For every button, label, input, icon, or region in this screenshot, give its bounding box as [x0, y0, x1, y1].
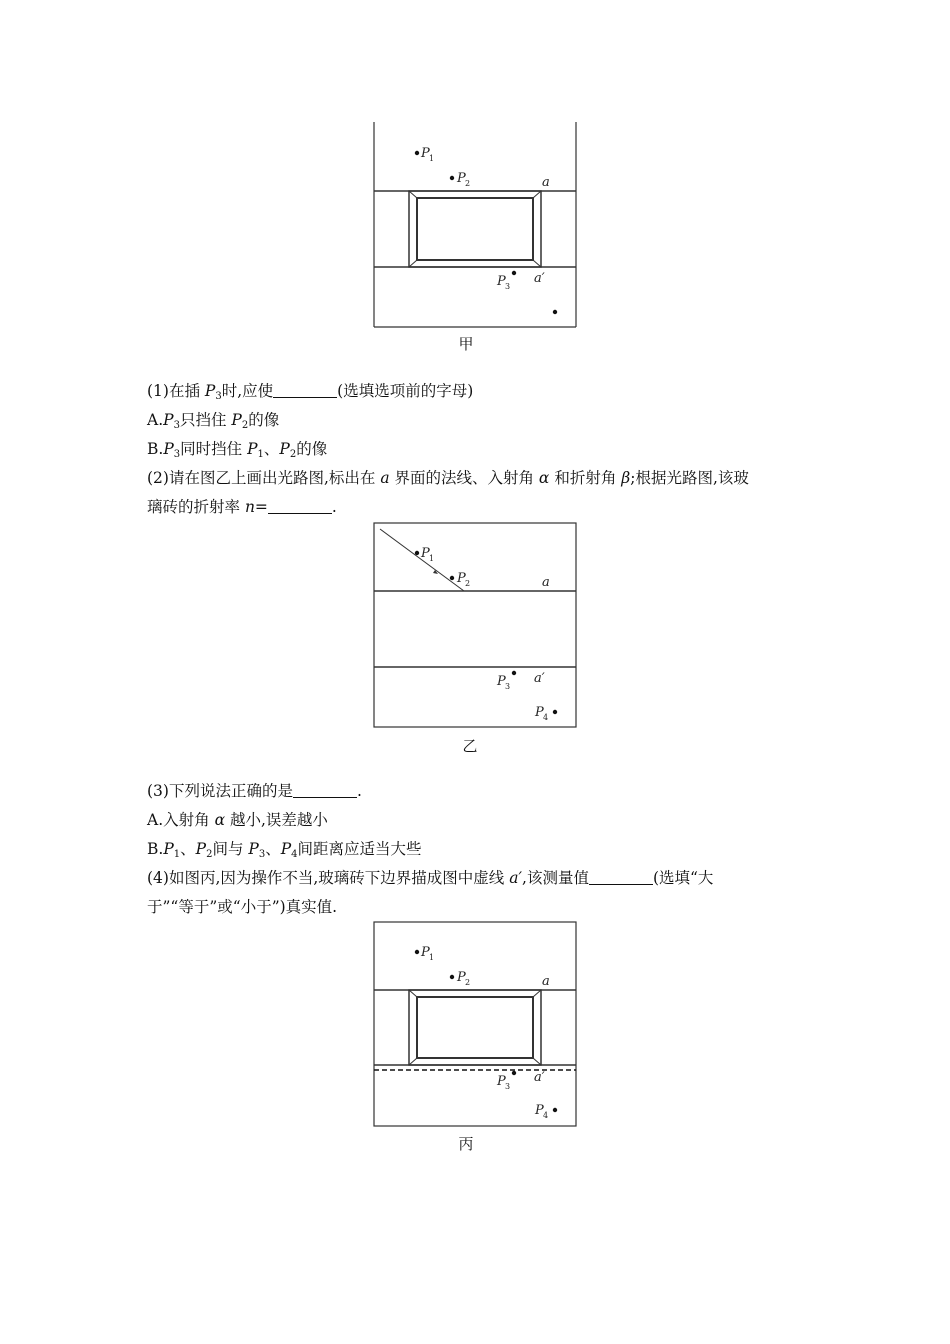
svg-text:4: 4 — [543, 713, 549, 722]
svg-text:a: a — [542, 575, 550, 590]
figure-bing — [372, 921, 578, 1131]
q3-line: (3)下列说法正确的是 . — [147, 782, 362, 800]
q1-line: (1)在插 $P_3$时,应使 (选填选项前的字母) — [147, 382, 474, 402]
svg-text:a′: a′ — [534, 1070, 545, 1085]
figure-yi — [372, 522, 578, 732]
answer-blank-1[interactable] — [273, 383, 337, 398]
svg-text:a: a — [542, 974, 550, 989]
svg-text:2: 2 — [465, 579, 471, 588]
svg-text:P: P — [457, 171, 466, 186]
q4-line-2: 于”“等于”或“小于”)真实值. — [147, 898, 338, 916]
svg-text:1: 1 — [429, 953, 435, 962]
q1-option-a: $A.P_3$只挡住 $P_2$的像 — [147, 411, 280, 431]
svg-text:P: P — [497, 1074, 506, 1089]
svg-text:3: 3 — [505, 682, 511, 691]
figure-caption-bing: 丙 — [458, 1135, 474, 1153]
svg-text:1: 1 — [429, 154, 435, 163]
svg-text:a: a — [542, 175, 550, 190]
q3-option-b: $B.P_1$、$P_2$间与 $P_3$、$P_4$间距离应适当大些 — [147, 840, 422, 860]
answer-blank-4[interactable] — [589, 870, 653, 885]
answer-blank-2[interactable] — [268, 499, 332, 514]
svg-text:1: 1 — [429, 554, 435, 563]
svg-text:P: P — [421, 945, 430, 960]
figure-caption-yi: 乙 — [462, 737, 478, 755]
svg-text:P: P — [497, 674, 506, 689]
svg-text:2: 2 — [465, 978, 471, 987]
svg-text:P: P — [497, 274, 506, 289]
q4-line-1: (4)如图丙,因为操作不当,玻璃砖下边界描成图中虚线 a′,该测量值 (选填“大 — [147, 869, 714, 887]
q2-line-1: (2)请在图乙上画出光路图,标出在 a 界面的法线、入射角 α 和折射角 β;根据光路图,该玻 — [147, 469, 749, 487]
svg-text:3: 3 — [505, 1082, 511, 1091]
q1-option-b: $B.P_3$同时挡住 $P_1$、$P_2$的像 — [147, 440, 328, 460]
svg-text:a′: a′ — [534, 671, 545, 686]
svg-text:P: P — [535, 705, 544, 720]
answer-blank-3[interactable] — [293, 783, 357, 798]
svg-text:3: 3 — [505, 282, 511, 291]
q2-line-2: 璃砖的折射率 n= . — [147, 498, 337, 516]
svg-text:P: P — [457, 571, 466, 586]
svg-text:P: P — [535, 1103, 544, 1118]
q3-option-a: A.入射角 α 越小,误差越小 — [147, 811, 328, 829]
svg-text:2: 2 — [465, 179, 471, 188]
figure-jia — [372, 122, 578, 332]
svg-text:a′: a′ — [534, 271, 545, 286]
svg-text:P: P — [421, 146, 430, 161]
figure-caption-jia: 甲 — [458, 335, 474, 353]
svg-text:P: P — [421, 546, 430, 561]
svg-text:P: P — [457, 970, 466, 985]
svg-text:4: 4 — [543, 1111, 549, 1120]
